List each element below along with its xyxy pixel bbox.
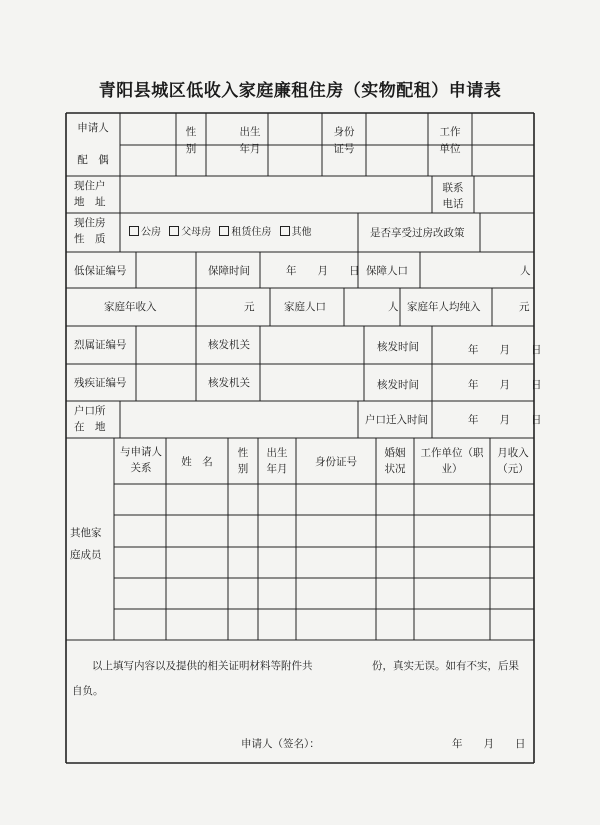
declaration-text-3: 自负。 (72, 685, 104, 697)
current-address-label: 现住户地 址 (74, 180, 106, 209)
header-birth: 出生年月 (266, 447, 288, 475)
header-marital-status: 婚姻状况 (384, 447, 406, 475)
checkbox-icon (129, 226, 139, 236)
guarantee-period-label: 保障时间 (208, 265, 250, 277)
guarantee-date: 年 月 日 (286, 265, 360, 277)
per-capita-income-label: 家庭年人均纯入 (407, 301, 481, 313)
issue-date: 年 月 日 (468, 379, 542, 391)
income-unit: 元 (244, 301, 255, 313)
spouse-label: 配 偶 (77, 154, 109, 166)
applicant-signature-label: 申请人（签名）： (241, 738, 320, 750)
signature-date: 年 月 日 (452, 738, 526, 750)
checkbox-icon (219, 226, 229, 236)
work-unit-label: 工作单位 (439, 126, 461, 155)
disability-certificate-label: 残疾证编号 (74, 377, 127, 389)
population-unit: 人 (520, 265, 531, 277)
other-members-label: 其他家庭成员 (70, 527, 102, 562)
birth-date-label: 出生年月 (239, 126, 261, 155)
issue-time-label: 核发时间 (377, 379, 419, 391)
housing-options (129, 226, 312, 240)
guaranteed-population-label: 保障人口 (366, 265, 408, 277)
move-date: 年 月 日 (468, 414, 542, 426)
header-work-unit: 工作单位（职业） (420, 447, 484, 475)
checkbox-icon (169, 226, 179, 236)
checkbox-icon (280, 226, 290, 236)
issuing-authority-label: 核发机关 (208, 377, 250, 389)
header-gender: 性别 (237, 447, 249, 475)
housing-option-parents[interactable]: 父母房 (169, 227, 211, 238)
id-number-label: 身份证号 (333, 126, 355, 155)
household-size-label: 家庭人口 (284, 301, 326, 313)
header-name: 姓 名 (181, 456, 213, 468)
annual-income-label: 家庭年收入 (104, 301, 157, 313)
hukou-location-label: 户口所在 地 (74, 405, 106, 434)
header-relation: 与申请人关系 (120, 446, 162, 474)
header-monthly-income: 月收入（元） (497, 447, 529, 475)
dibao-number-label: 低保证编号 (74, 265, 127, 277)
housing-option-public[interactable]: 公房 (129, 227, 161, 238)
issuing-authority-label: 核发机关 (208, 339, 250, 351)
header-id-number: 身份证号 (315, 456, 357, 468)
housing-option-other[interactable]: 其他 (280, 227, 312, 238)
hukou-move-time-label: 户口迁入时间 (365, 414, 428, 426)
housing-type-label: 现住房性 质 (74, 217, 106, 246)
issue-time-label: 核发时间 (377, 341, 419, 353)
applicant-label: 申请人 (77, 122, 109, 134)
issue-date: 年 月 日 (468, 344, 542, 356)
household-unit: 人 (388, 301, 399, 313)
martyr-certificate-label: 烈属证编号 (74, 339, 127, 351)
per-capita-unit: 元 (519, 301, 530, 313)
phone-label: 联系电话 (442, 182, 464, 211)
declaration-text-1: 以上填写内容以及提供的相关证明材料等附件共 (92, 660, 313, 672)
housing-option-rental[interactable]: 租赁住房 (219, 227, 271, 238)
gender-label: 性别 (185, 126, 197, 155)
declaration-text-2: 份，真实无误。如有不实，后果 (372, 660, 519, 672)
housing-reform-label: 是否享受过房改政策 (370, 227, 465, 239)
form-title: 青阳县城区低收入家庭廉租住房（实物配租）申请表 (98, 81, 502, 101)
